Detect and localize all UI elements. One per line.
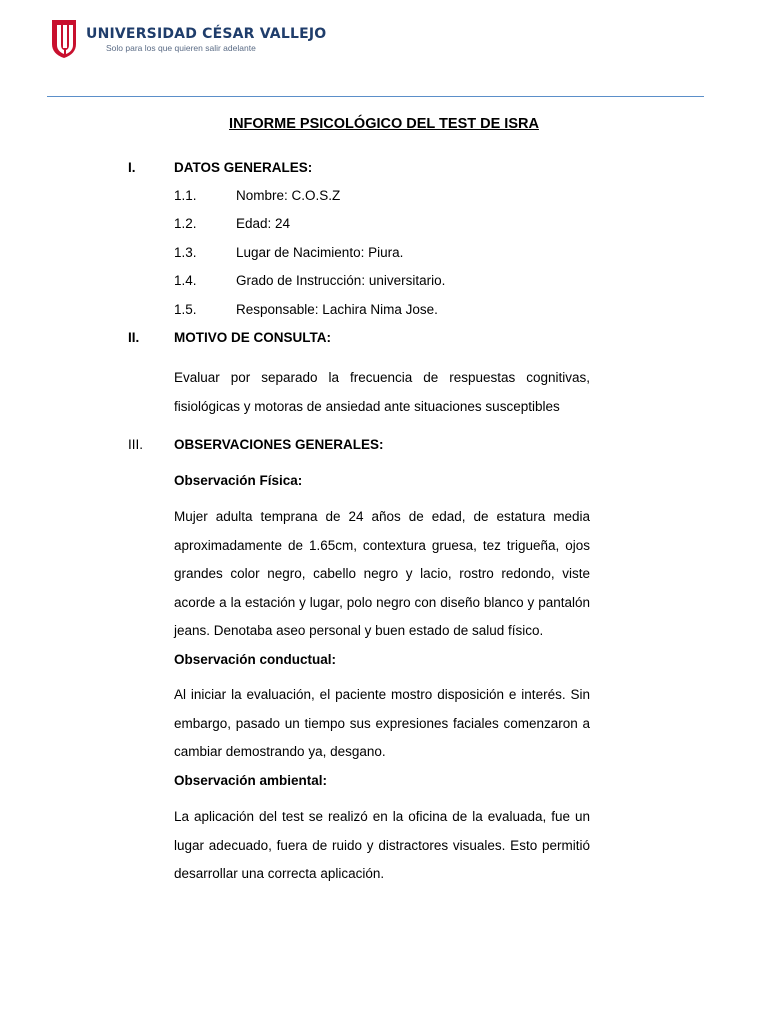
item-number: 1.2. (174, 216, 197, 231)
paragraph-line: Evaluar por separado la frecuencia de respuestas cognitivas, (174, 370, 590, 385)
paragraph-line: Mujer adulta temprana de 24 años de edad, de estatura media (174, 509, 590, 524)
paragraph-line: grandes color negro, cabello negro y lacio, rostro redondo, viste (174, 566, 590, 582)
paragraph-line: aproximadamente de 1.65cm, contextura gruesa, tez trigueña, ojos (174, 537, 590, 553)
university-logo (50, 18, 326, 60)
section-2-heading: MOTIVO DE CONSULTA: (174, 330, 331, 345)
observacion-conductual-paragraph (174, 681, 590, 767)
document-title: INFORME PSICOLÓGICO DEL TEST DE ISRA (229, 116, 539, 132)
university-name: UNIVERSIDAD CÉSAR VALLEJO (86, 25, 327, 42)
item-responsable: Responsable: Lachira Nima Jose. (236, 302, 438, 317)
shield-logo-icon (50, 18, 78, 60)
section-1-numeral: I. (128, 160, 136, 175)
section-1-heading: DATOS GENERALES: (174, 160, 313, 175)
paragraph-line: fisiológicas y motoras de ansiedad ante situaciones susceptibles (174, 398, 560, 414)
item-lugar-nacimiento: Lugar de Nacimiento: Piura. (236, 245, 404, 260)
paragraph-line: jeans. Denotaba aseo personal y buen estado de salud físico. (174, 623, 544, 639)
paragraph-line: desarrollar una correcta aplicación. (174, 866, 385, 882)
paragraph-line: Al iniciar la evaluación, el paciente mostro disposición e interés. Sin (174, 687, 590, 702)
observacion-fisica-heading: Observación Física: (174, 473, 303, 488)
paragraph-line: cambiar demostrando ya, desgano. (174, 744, 386, 760)
item-number: 1.4. (174, 273, 197, 288)
observacion-fisica-paragraph (174, 503, 590, 646)
observacion-ambiental-paragraph (174, 803, 590, 889)
item-nombre: Nombre: C.O.S.Z (236, 188, 341, 203)
section-2-numeral: II. (128, 330, 140, 345)
item-number: 1.1. (174, 188, 197, 203)
paragraph-line: acorde a la estación y lugar, polo negro con diseño blanco y pantalón (174, 594, 590, 610)
paragraph-line: La aplicación del test se realizó en la oficina de la evaluada, fue un (174, 809, 590, 824)
university-tagline: Solo para los que quieren salir adelante (106, 42, 256, 53)
item-number: 1.3. (174, 245, 197, 260)
item-number: 1.5. (174, 302, 197, 317)
item-grado-instruccion: Grado de Instrucción: universitario. (236, 273, 446, 288)
observacion-conductual-heading: Observación conductual: (174, 652, 337, 667)
section-3-numeral: III. (128, 437, 144, 452)
section-3-heading: OBSERVACIONES GENERALES: (174, 437, 384, 452)
item-edad: Edad: 24 (236, 216, 291, 231)
motivo-paragraph (174, 364, 590, 421)
observacion-ambiental-heading: Observación ambiental: (174, 773, 328, 788)
paragraph-line: lugar adecuado, fuera de ruido y distractores visuales. Esto permitió (174, 837, 590, 853)
paragraph-line: embargo, pasado un tiempo sus expresiones faciales comenzaron a (174, 715, 590, 731)
header-divider (47, 96, 704, 97)
